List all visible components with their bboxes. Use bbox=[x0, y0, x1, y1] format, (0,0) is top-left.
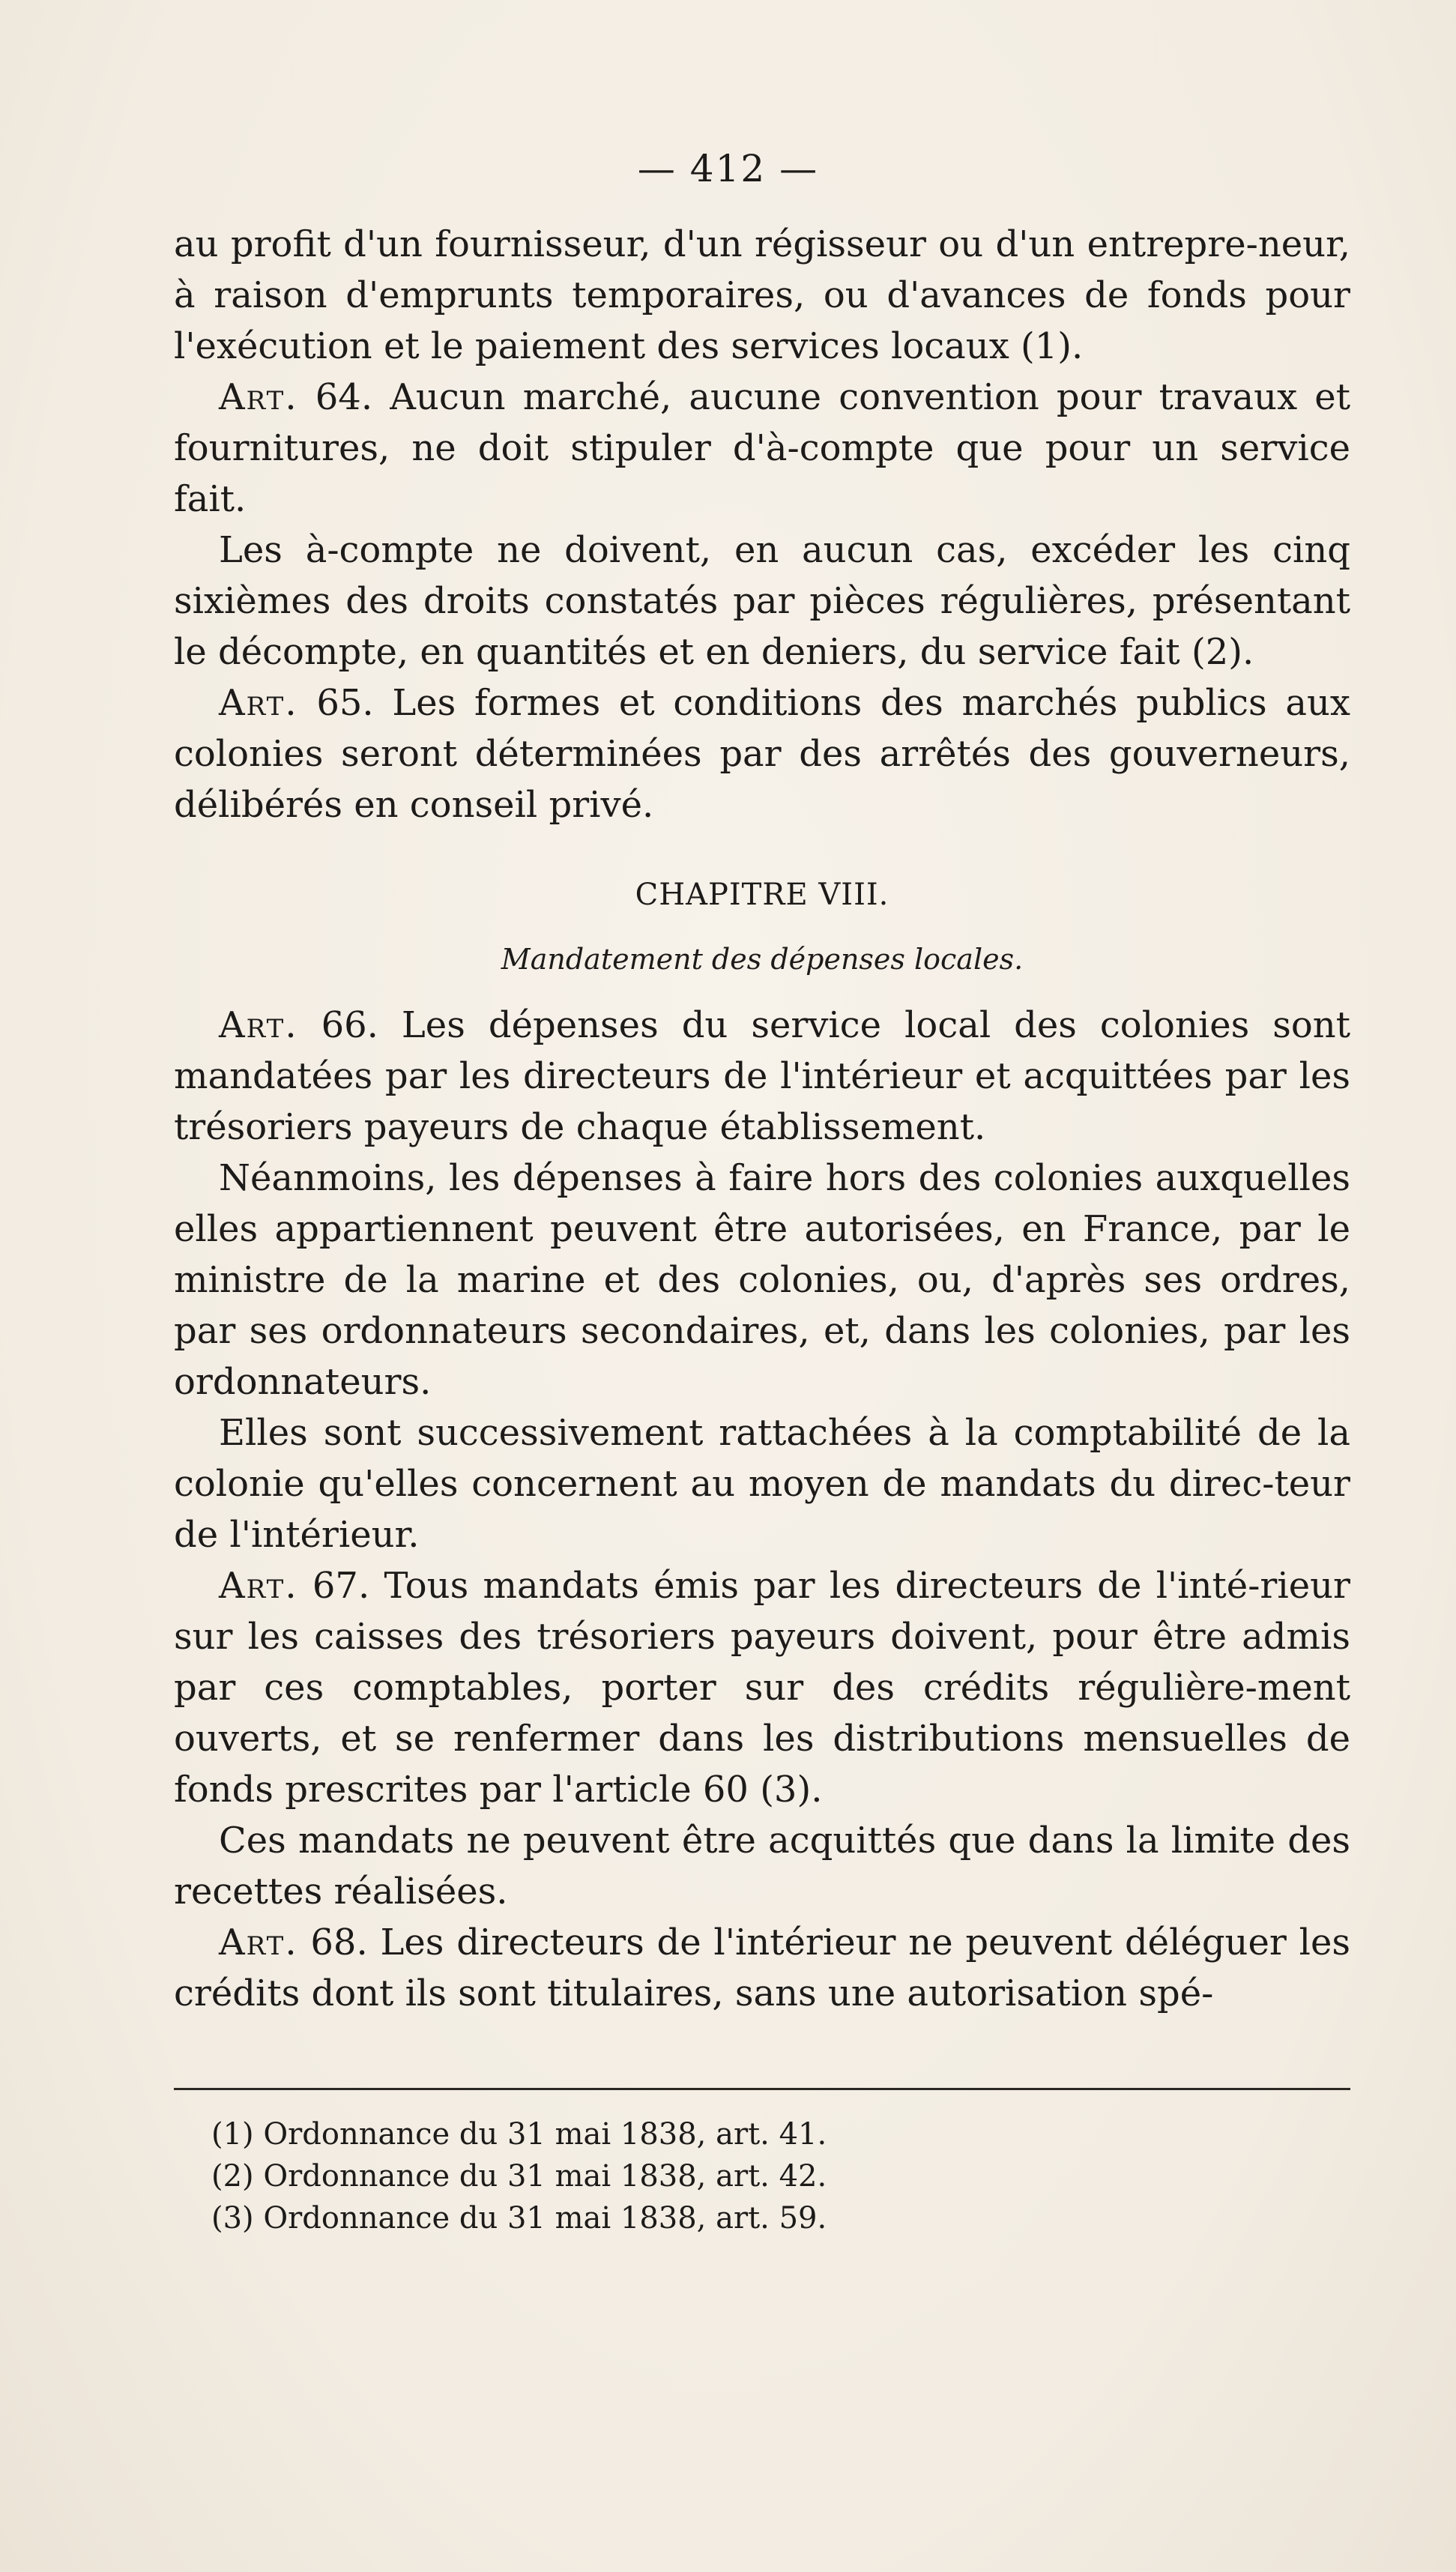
article-67-paragraph-2: Ces mandats ne peuvent être acquittés que dans la limite des recettes réalisées. bbox=[174, 1820, 1350, 1913]
footnote-divider bbox=[174, 2088, 1350, 2090]
footnotes bbox=[211, 2113, 1260, 2239]
article-67 bbox=[174, 1560, 1350, 1815]
footnote: (2) Ordonnance du 31 mai 1838, art. 42. bbox=[211, 2159, 827, 2194]
article-68-text: 68. Les directeurs de l'intérieur ne peuvent déléguer les crédits dont ils sont titulaires, sans une autorisation spé- bbox=[174, 1922, 1350, 2014]
article-66-text: 66. Les dépenses du service local des colonies sont mandatées par les directeurs de l'intérieur et acquittées par les trésoriers payeurs de chaque établissement. bbox=[174, 1004, 1350, 1148]
article-66 bbox=[174, 1000, 1350, 1153]
page-number: — 412 — bbox=[637, 147, 819, 190]
article-66-paragraph-2: Néanmoins, les dépenses à faire hors des colonies auxquelles elles appartiennent peuvent être autorisées, en France, par le ministre de la marine et des colonies, ou, d'après ses ordres, par ses ordonnateurs secondaires, et, dans les colonies, par les ordonnateurs. bbox=[174, 1157, 1350, 1403]
article-65 bbox=[174, 677, 1350, 830]
article-67-text: 67. Tous mandats émis par les directeurs de l'inté-rieur sur les caisses des trésoriers payeurs doivent, pour être admis par ces comptables, porter sur des crédits régulière-ment ouverts, et se renfermer dans les distributions mensuelles de fonds prescrites par l'article 60 (3). bbox=[174, 1565, 1350, 1811]
article-65-text: 65. Les formes et conditions des marchés publics aux colonies seront déterminées par des arrêtés des gouverneurs, délibérés en conseil privé. bbox=[174, 682, 1350, 826]
article-label: Art. bbox=[219, 1922, 298, 1963]
paragraph-continuation: au profit d'un fournisseur, d'un régisseur ou d'un entrepre-neur, à raison d'emprunts temporaires, ou d'avances de fonds pour l'exécution et le paiement des services locaux (1). bbox=[174, 223, 1350, 367]
chapter-title: CHAPITRE VIII. bbox=[635, 878, 889, 912]
article-64-text: 64. Aucun marché, aucune convention pour travaux et fournitures, ne doit stipuler d'à-compte que pour un service fait. bbox=[174, 376, 1350, 520]
article-64-paragraph-2: Les à-compte ne doivent, en aucun cas, excéder les cinq sixièmes des droits constatés par pièces régulières, présentant le décompte, en quantités et en deniers, du service fait (2). bbox=[174, 529, 1350, 673]
article-label: Art. bbox=[219, 1565, 298, 1607]
article-label: Art. bbox=[219, 682, 298, 724]
article-label: Art. bbox=[219, 376, 298, 418]
chapter-subtitle: Mandatement des dépenses locales. bbox=[501, 943, 1024, 976]
article-64 bbox=[174, 372, 1350, 525]
article-label: Art. bbox=[219, 1004, 298, 1046]
footnote: (3) Ordonnance du 31 mai 1838, art. 59. bbox=[211, 2201, 827, 2236]
body-text bbox=[174, 219, 1350, 2019]
footnote: (1) Ordonnance du 31 mai 1838, art. 41. bbox=[211, 2117, 827, 2152]
article-68 bbox=[174, 1917, 1350, 2019]
article-66-paragraph-3: Elles sont successivement rattachées à la comptabilité de la colonie qu'elles concernent au moyen de mandats du direc-teur de l'intérieur. bbox=[174, 1412, 1350, 1556]
